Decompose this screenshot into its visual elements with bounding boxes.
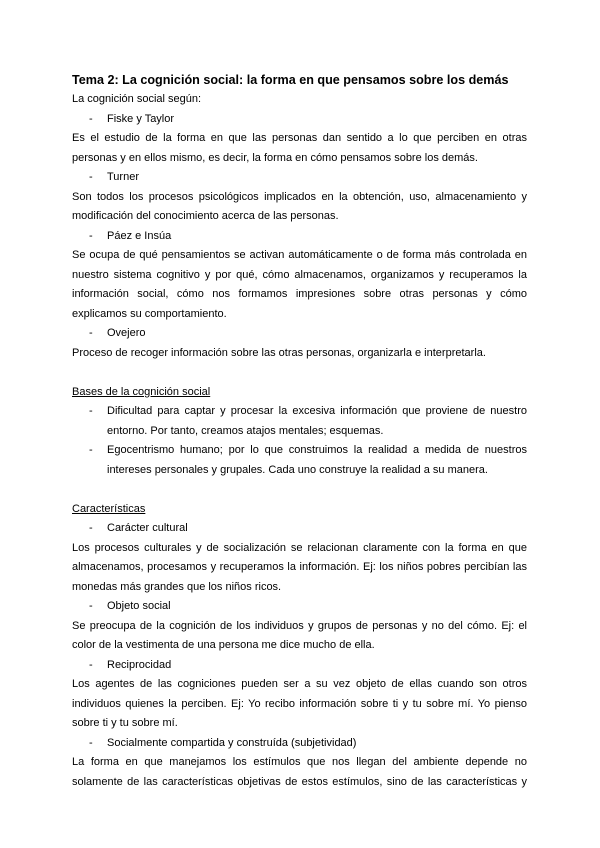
author-definition: Es el estudio de la forma en que las personas dan sentido a lo que perciben en otras personas y en ellos mismo, es decir, la forma en cómo pensamos sobre los demás.	[72, 132, 527, 164]
list-item-text: Egocentrismo humano; por lo que construimos la realidad a medida de nuestros intereses personales y grupales. Cada uno construye la realidad a su manera.	[107, 444, 527, 476]
bullet-dash: -	[89, 522, 93, 534]
bullet-dash: -	[89, 658, 93, 671]
bullet-dash: -	[89, 229, 93, 242]
characteristic-description: Los procesos culturales y de socialización se relacionan claramente con la forma en que almacenamos, procesamos y recuperamos la información. Ej: los niños pobres percibían las monedas más grandes que los niños ricos.	[72, 541, 527, 593]
section-heading-bases: Bases de la cognición social	[72, 385, 211, 398]
list-item	[72, 402, 527, 441]
characteristic-item	[72, 519, 527, 539]
author-item	[72, 110, 527, 130]
characteristic-description: Los agentes de las cogniciones pueden ser a su vez objeto de ellas cuando son otros individuos quienes la perciben. Ej: Yo recibo información sobre ti y tu sobre mí. Yo pienso sobre ti y tu sobre mí.	[72, 678, 527, 729]
characteristic-name: Objeto social	[107, 600, 171, 612]
characteristic-name: Socialmente compartida y construída (subjetividad)	[107, 736, 357, 749]
bullet-dash: -	[89, 112, 93, 125]
author-name: Fiske y Taylor	[107, 112, 175, 125]
author-item	[72, 227, 527, 247]
author-definition: Se ocupa de qué pensamientos se activan automáticamente o de forma más controlada en nuestro sistema cognitivo y por qué, cómo almacenamos, organizamos y recuperamos la información social, cómo nos formamos impresiones sobre otras personas y cómo explicamos su comportamiento.	[72, 249, 527, 320]
bullet-dash: -	[89, 171, 93, 183]
bullet-dash: -	[89, 736, 93, 749]
characteristic-description: Se preocupa de la cognición de los individuos y grupos de personas y no del cómo. Ej: el color de la vestimenta de una persona me dice mucho de ella.	[72, 619, 527, 651]
characteristic-description: La forma en que manejamos los estímulos que nos llegan del ambiente depende no solamente de las características objetivas de estos estímulos, sino de las características y	[72, 756, 527, 788]
list-item	[72, 441, 527, 480]
spacer	[72, 480, 527, 500]
author-name: Turner	[107, 171, 139, 183]
bases-list	[72, 402, 527, 480]
author-item	[72, 168, 527, 188]
section-heading-caracteristicas: Características	[72, 502, 146, 515]
author-name: Ovejero	[107, 327, 146, 339]
bullet-dash: -	[89, 405, 93, 417]
intro-text: La cognición social según:	[72, 93, 202, 105]
characteristic-name: Reciprocidad	[107, 658, 172, 671]
author-name: Páez e Insúa	[107, 229, 172, 242]
characteristic-item	[72, 597, 527, 617]
characteristic-item	[72, 656, 527, 676]
author-item	[72, 324, 527, 344]
characteristic-item	[72, 734, 527, 754]
spacer	[72, 363, 527, 383]
bullet-dash: -	[89, 327, 93, 339]
bullet-dash: -	[89, 444, 93, 456]
list-item-text: Dificultad para captar y procesar la excesiva información que proviene de nuestro entorno. Por tanto, creamos atajos mentales; esquemas.	[107, 405, 527, 437]
characteristic-name: Carácter cultural	[107, 522, 188, 534]
author-definition: Son todos los procesos psicológicos implicados en la obtención, uso, almacenamiento y modificación del conocimiento acerca de las personas.	[72, 190, 527, 222]
page-title: Tema 2: La cognición social: la forma en que pensamos sobre los demás	[72, 73, 509, 87]
author-definition: Proceso de recoger información sobre las otras personas, organizarla e interpretarla.	[72, 346, 486, 359]
bullet-dash: -	[89, 600, 93, 612]
